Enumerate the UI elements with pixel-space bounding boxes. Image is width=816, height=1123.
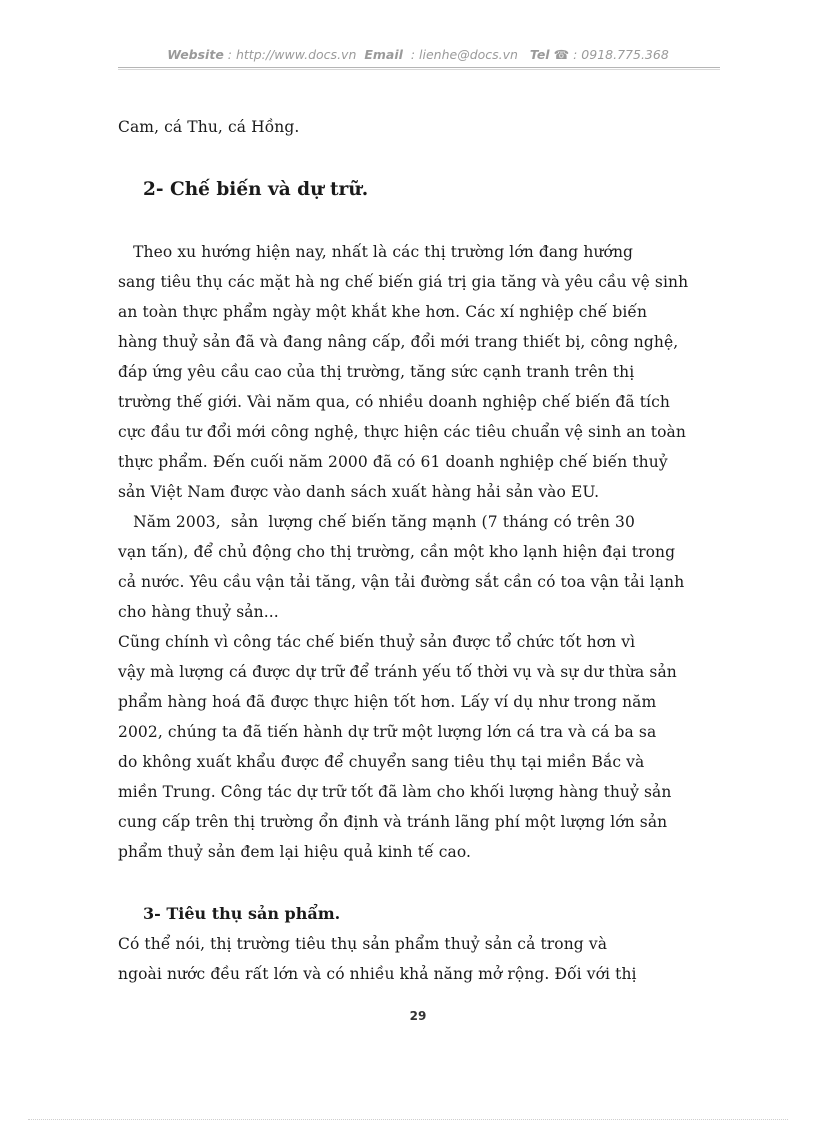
page-number: 29	[409, 1009, 427, 1023]
website-url[interactable]: : http://www.docs.vn	[227, 47, 357, 62]
email-label: Email	[364, 47, 403, 62]
body-line: Có thể nói, thị trường tiêu thụ sản phẩm thuỷ sản cả trong và	[118, 935, 608, 953]
body-line: phẩm hàng hoá đã được thực hiện tốt hơn. Lấy ví dụ như trong năm	[118, 693, 657, 711]
header-divider	[118, 67, 720, 68]
page-header	[118, 47, 718, 62]
body-line: phẩm thuỷ sản đem lại hiệu quả kinh tế cao.	[118, 843, 472, 861]
body-line: 2002, chúng ta đã tiến hành dự trữ một lượng lớn cá tra và cá ba sa	[118, 723, 657, 741]
body-line: Cam, cá Thu, cá Hồng.	[118, 118, 300, 136]
body-line: hàng thuỷ sản đã và đang nâng cấp, đổi mới trang thiết bị, công nghệ,	[118, 333, 679, 351]
section-heading-processing-storage: 2- Chế biến và dự trữ.	[143, 179, 369, 200]
body-line: Theo xu hướng hiện nay, nhất là các thị trường lớn đang hướng	[118, 243, 634, 261]
body-line: cực đầu tư đổi mới công nghệ, thực hiện các tiêu chuẩn vệ sinh an toàn	[118, 423, 686, 441]
section-heading-consumption: 3- Tiêu thụ sản phẩm.	[143, 904, 341, 923]
tel-number: ☎ : 0918.775.368	[553, 47, 669, 62]
body-line: cả nước. Yêu cầu vận tải tăng, vận tải đường sắt cần có toa vận tải lạnh	[118, 573, 685, 591]
body-line: đáp ứng yêu cầu cao của thị trường, tăng sức cạnh tranh trên thị	[118, 363, 635, 381]
body-line: ngoài nước đều rất lớn và có nhiều khả năng mở rộng. Đối với thị	[118, 965, 637, 983]
body-line: Cũng chính vì công tác chế biến thuỷ sản được tổ chức tốt hơn vì	[118, 633, 636, 651]
body-line: miền Trung. Công tác dự trữ tốt đã làm cho khối lượng hàng thuỷ sản	[118, 783, 672, 801]
body-line: cho hàng thuỷ sản...	[118, 603, 279, 621]
website-label: Website	[167, 47, 224, 62]
email-address[interactable]: : lienhe@docs.vn	[410, 47, 518, 62]
body-line: cung cấp trên thị trường ổn định và tránh lãng phí một lượng lớn sản	[118, 813, 668, 831]
body-line: do không xuất khẩu được để chuyển sang tiêu thụ tại miền Bắc và	[118, 753, 645, 771]
body-line: trường thế giới. Vài năm qua, có nhiều doanh nghiệp chế biến đã tích	[118, 393, 670, 411]
body-line: Năm 2003, sản lượng chế biến tăng mạnh (7 tháng có trên 30	[118, 513, 635, 531]
header-divider-secondary	[118, 69, 720, 70]
body-line: sang tiêu thụ các mặt hà ng chế biến giá trị gia tăng và yêu cầu vệ sinh	[118, 273, 689, 291]
body-line: vạn tấn), để chủ động cho thị trường, cần một kho lạnh hiện đại trong	[118, 543, 676, 561]
body-line: thực phẩm. Đến cuối năm 2000 đã có 61 doanh nghiệp chế biến thuỷ	[118, 453, 668, 471]
body-line: vậy mà lượng cá được dự trữ để tránh yếu tố thời vụ và sự dư thừa sản	[118, 663, 677, 681]
tel-label: Tel	[529, 47, 550, 62]
footer-divider	[28, 1119, 788, 1120]
body-line: an toàn thực phẩm ngày một khắt khe hơn. Các xí nghiệp chế biến	[118, 303, 648, 321]
body-line: sản Việt Nam được vào danh sách xuất hàng hải sản vào EU.	[118, 483, 600, 501]
